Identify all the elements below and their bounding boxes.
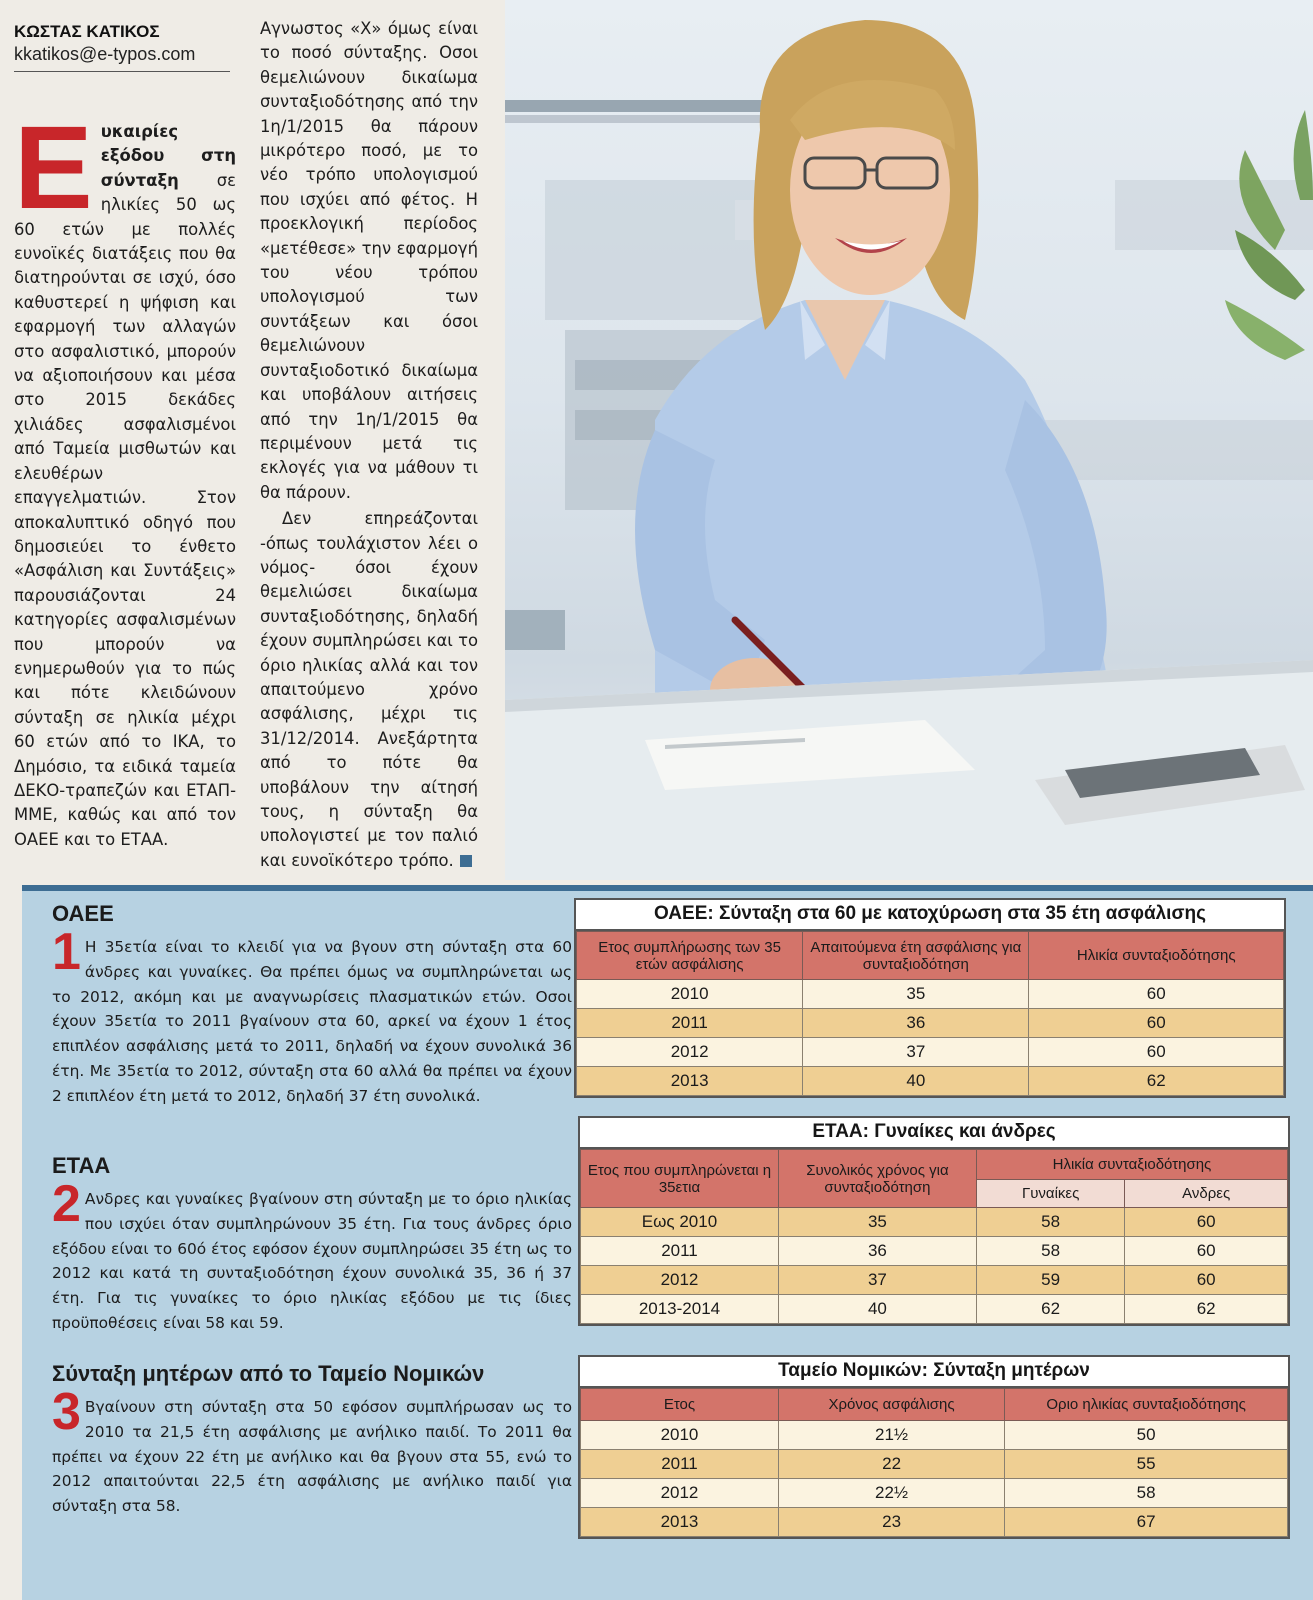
table-cell: 2012 bbox=[577, 1038, 803, 1067]
table-subheader-men: Ανδρες bbox=[1125, 1180, 1288, 1208]
table-cell: 2011 bbox=[577, 1009, 803, 1038]
table-cell: 40 bbox=[778, 1295, 976, 1324]
table-cell: 37 bbox=[803, 1038, 1029, 1067]
table-oaee bbox=[574, 898, 1286, 1098]
section-etaa-text: Ανδρες και γυναίκες βγαίνουν στη σύνταξη με το όριο ηλικίας που ισχύει όταν συμπληρώνουν 35 έτη. Για τους άνδρες όριο εξόδου είναι το 60ό έτος εφόσον έχουν συμπληρώσει 35 έτη ως το 2012 και κατά τη συνταξιοδότηση έχουν συνολικά 35, 36 ή 37 έτη. Για τις γυναίκες το όριο ηλικίας εξόδου με τις ίδιες προϋποθέσεις είναι 58 και 59. bbox=[52, 1190, 572, 1332]
table-cell: 37 bbox=[778, 1266, 976, 1295]
end-of-article-icon bbox=[460, 855, 472, 867]
table-header-cell: Ετος που συμπληρώνεται η 35ετια bbox=[581, 1150, 779, 1208]
table-cell: 67 bbox=[1005, 1508, 1288, 1537]
table-header-cell: Απαιτούμενα έτη ασφάλισης για συνταξιοδότηση bbox=[803, 932, 1029, 980]
section-oaee-text: Η 35ετία είναι το κλειδί για να βγουν στη σύνταξη στα 60 άνδρες και γυναίκες. Θα πρέπει όμως να συμπληρώνεται ως το 2012, ακόμη και με αναγνωρίσεις πλασματικών ετών. Οσοι έχουν 35ετία το 2011 βγαίνουν στα 60, αρκεί να έχουν 1 έτος επιπλέον ασφάλισης μετά το 2011, δηλαδή να έχουν συνολικά 36 έτη. Με 35ετία το 2012, σύνταξη στα 60 αλλά θα πρέπει να έχουν 2 επιπλέον έτη μετά το 2012, δηλαδή 37 έτη συνολικά. bbox=[52, 938, 572, 1105]
table-cell: 35 bbox=[803, 980, 1029, 1009]
section-oaee bbox=[52, 901, 572, 1109]
table-cell: 21½ bbox=[778, 1421, 1004, 1450]
section-oaee-heading: ΟΑΕΕ bbox=[52, 901, 114, 926]
lead-body-text: σε ηλικίες 50 ως 60 ετών με πολλές ευνοϊκές διατάξεις που θα διατηρούνται σε ισχύ, όσο καθυστερεί η ψήφιση και εφαρμογή των αλλαγών στο ασφαλιστικό, μπορούν να αξιοποιήσουν και μέσα στο 2015 δεκάδες χιλιάδες ασφαλισμένοι από Ταμεία μισθωτών και ελευθέρων επαγγελματιών. Στον αποκαλυπτικό οδηγό που δημοσιεύει το ένθετο «Ασφάλιση και Συντάξεις» παρουσιάζονται 24 κατηγορίες ασφαλισμένων που μπορούν να ενημερωθούν για το πώς και πότε κλειδώνουν σύνταξη σε ηλικία μέχρι 60 ετών από το ΙΚΑ, το Δημόσιο, τα ειδικά ταμεία ΔΕΚΟ-τραπεζών και ΕΤΑΠ-ΜΜΕ, καθώς και από τον ΟΑΕΕ και το ΕΤΑΑ. bbox=[14, 170, 236, 849]
table-row bbox=[577, 1067, 1284, 1096]
table-cell: 58 bbox=[1005, 1479, 1288, 1508]
article-column-1 bbox=[14, 102, 236, 852]
table-row bbox=[577, 980, 1284, 1009]
table-subheader-women: Γυναίκες bbox=[976, 1180, 1124, 1208]
table-cell: 2013-2014 bbox=[581, 1295, 779, 1324]
author-email[interactable]: kkatikos@e-typos.com bbox=[14, 44, 196, 64]
table-cell: 2012 bbox=[581, 1479, 779, 1508]
table-row bbox=[581, 1266, 1288, 1295]
table-row bbox=[581, 1479, 1288, 1508]
table-cell: 36 bbox=[803, 1009, 1029, 1038]
table-oaee-grid bbox=[576, 931, 1284, 1096]
table-header-cell: Συνολικός χρόνος για συνταξιοδότηση bbox=[778, 1150, 976, 1208]
table-row bbox=[577, 1009, 1284, 1038]
table-cell: 2011 bbox=[581, 1237, 779, 1266]
table-nomikon-title: Ταμείο Νομικών: Σύνταξη μητέρων bbox=[580, 1357, 1288, 1388]
table-row bbox=[581, 1295, 1288, 1324]
table-row bbox=[581, 1450, 1288, 1479]
table-row bbox=[581, 1421, 1288, 1450]
table-header-cell: Ετος συμπλήρωσης των 35 ετών ασφάλισης bbox=[577, 932, 803, 980]
section-nomikon bbox=[52, 1361, 572, 1519]
table-cell: 50 bbox=[1005, 1421, 1288, 1450]
table-header-cell: Οριο ηλικίας συνταξιοδότησης bbox=[1005, 1389, 1288, 1421]
table-etaa-title: ΕΤΑΑ: Γυναίκες και άνδρες bbox=[580, 1118, 1288, 1149]
section-number: 2 bbox=[52, 1175, 81, 1233]
table-cell: 2012 bbox=[581, 1266, 779, 1295]
table-cell: 23 bbox=[778, 1508, 1004, 1537]
article-photo bbox=[505, 0, 1313, 880]
table-row bbox=[577, 1038, 1284, 1067]
drop-cap: Ε bbox=[14, 102, 93, 234]
table-cell: 35 bbox=[778, 1208, 976, 1237]
table-cell: 60 bbox=[1125, 1208, 1288, 1237]
table-header-cell: Χρόνος ασφάλισης bbox=[778, 1389, 1004, 1421]
byline bbox=[14, 22, 230, 72]
table-cell: 55 bbox=[1005, 1450, 1288, 1479]
table-etaa-grid bbox=[580, 1149, 1288, 1324]
table-cell: 62 bbox=[976, 1295, 1124, 1324]
table-header-cell: Ηλικία συνταξιοδότησης bbox=[976, 1150, 1287, 1180]
table-cell: 22½ bbox=[778, 1479, 1004, 1508]
section-oaee-body bbox=[52, 923, 572, 1109]
table-row bbox=[581, 1237, 1288, 1266]
table-cell: 58 bbox=[976, 1208, 1124, 1237]
article-lead-paragraph bbox=[14, 102, 236, 852]
table-cell: 2013 bbox=[577, 1067, 803, 1096]
table-header-cell: Ηλικία συνταξιοδότησης bbox=[1029, 932, 1284, 980]
table-cell: 2010 bbox=[577, 980, 803, 1009]
table-cell: 60 bbox=[1029, 1038, 1284, 1067]
table-cell: 2010 bbox=[581, 1421, 779, 1450]
table-oaee-title: ΟΑΕΕ: Σύνταξη στα 60 με κατοχύρωση στα 35 έτη ασφάλισης bbox=[576, 900, 1284, 931]
section-etaa-heading: ΕΤΑΑ bbox=[52, 1153, 111, 1178]
article-paragraph-2: Αγνωστος «Χ» όμως είναι το ποσό σύνταξης. Οσοι θεμελιώνουν δικαίωμα συνταξιοδότησης από την 1η/1/2015 θα πάρουν μικρότερο ποσό, με το νέο τρόπο υπολογισμού που ισχύει από φέτος. Η προεκλογική περίοδος «μετέθεσε» την εφαρμογή του νέου τρόπου υπολογισμού των συντάξεων και όσοι θεμελιώνουν συνταξιοδοτικό δικαίωμα και υποβάλουν αιτήσεις από την 1η/1/2015 θα περιμένουν μετά τις εκλογές για να μάθουν τι θα πάρουν. bbox=[260, 19, 478, 502]
table-cell: 22 bbox=[778, 1450, 1004, 1479]
section-etaa-body bbox=[52, 1175, 572, 1336]
table-cell: 60 bbox=[1125, 1266, 1288, 1295]
table-nomikon bbox=[578, 1355, 1290, 1539]
author-name: ΚΩΣΤΑΣ ΚΑΤΙΚΟΣ bbox=[14, 22, 160, 41]
section-nomikon-heading: Σύνταξη μητέρων από το Ταμείο Νομικών bbox=[52, 1361, 485, 1386]
lead-bold-text: υκαιρίες εξόδου στη σύνταξη bbox=[100, 122, 236, 190]
table-cell: 59 bbox=[976, 1266, 1124, 1295]
woman-at-desk-illustration bbox=[505, 0, 1313, 880]
table-cell: 60 bbox=[1029, 1009, 1284, 1038]
table-header-cell: Ετος bbox=[581, 1389, 779, 1421]
table-cell: 58 bbox=[976, 1237, 1124, 1266]
table-cell: 2011 bbox=[581, 1450, 779, 1479]
table-cell: 60 bbox=[1125, 1237, 1288, 1266]
section-nomikon-text: Βγαίνουν στη σύνταξη στα 50 εφόσον συμπλήρωσαν ως το 2010 τα 21,5 έτη ασφάλισης με ανήλικο παιδί. Το 2011 θα πρέπει να έχουν 22 έτη με ανήλικο και θα βγουν στα 55, ενώ το 2012 απαιτούνται 22,5 έτη ασφάλισης με ανήλικο παιδί για σύνταξη στα 58. bbox=[52, 1398, 572, 1516]
table-nomikon-grid bbox=[580, 1388, 1288, 1537]
article-column-2 bbox=[260, 17, 478, 873]
table-cell: 60 bbox=[1029, 980, 1284, 1009]
article-paragraph-3 bbox=[260, 507, 478, 873]
table-cell: 36 bbox=[778, 1237, 976, 1266]
table-etaa bbox=[578, 1116, 1290, 1326]
section-nomikon-body bbox=[52, 1383, 572, 1519]
byline-divider bbox=[14, 71, 230, 72]
table-cell: 62 bbox=[1125, 1295, 1288, 1324]
table-cell: 2013 bbox=[581, 1508, 779, 1537]
section-number: 1 bbox=[52, 923, 81, 981]
info-panel bbox=[22, 885, 1313, 1600]
table-row bbox=[581, 1508, 1288, 1537]
table-cell: Εως 2010 bbox=[581, 1208, 779, 1237]
section-number: 3 bbox=[52, 1383, 81, 1441]
table-cell: 40 bbox=[803, 1067, 1029, 1096]
article-paragraph-3-text: Δεν επηρεάζονται -όπως τουλάχιστον λέει ο νόμος- όσοι έχουν θεμελιώσει δικαίωμα συνταξιοδότησης, δηλαδή έχουν συμπληρώσει και το όριο ηλικίας αλλά και τον απαιτούμενο χρόνο ασφάλισης, μέχρι τις 31/12/2014. Ανεξάρτητα από το πότε θα υποβάλουν την αίτησή τους, η σύνταξη θα υπολογιστεί με τον παλιό και ευνοϊκότερο τρόπο. bbox=[260, 509, 478, 870]
table-row bbox=[581, 1208, 1288, 1237]
table-cell: 62 bbox=[1029, 1067, 1284, 1096]
section-etaa bbox=[52, 1153, 572, 1336]
